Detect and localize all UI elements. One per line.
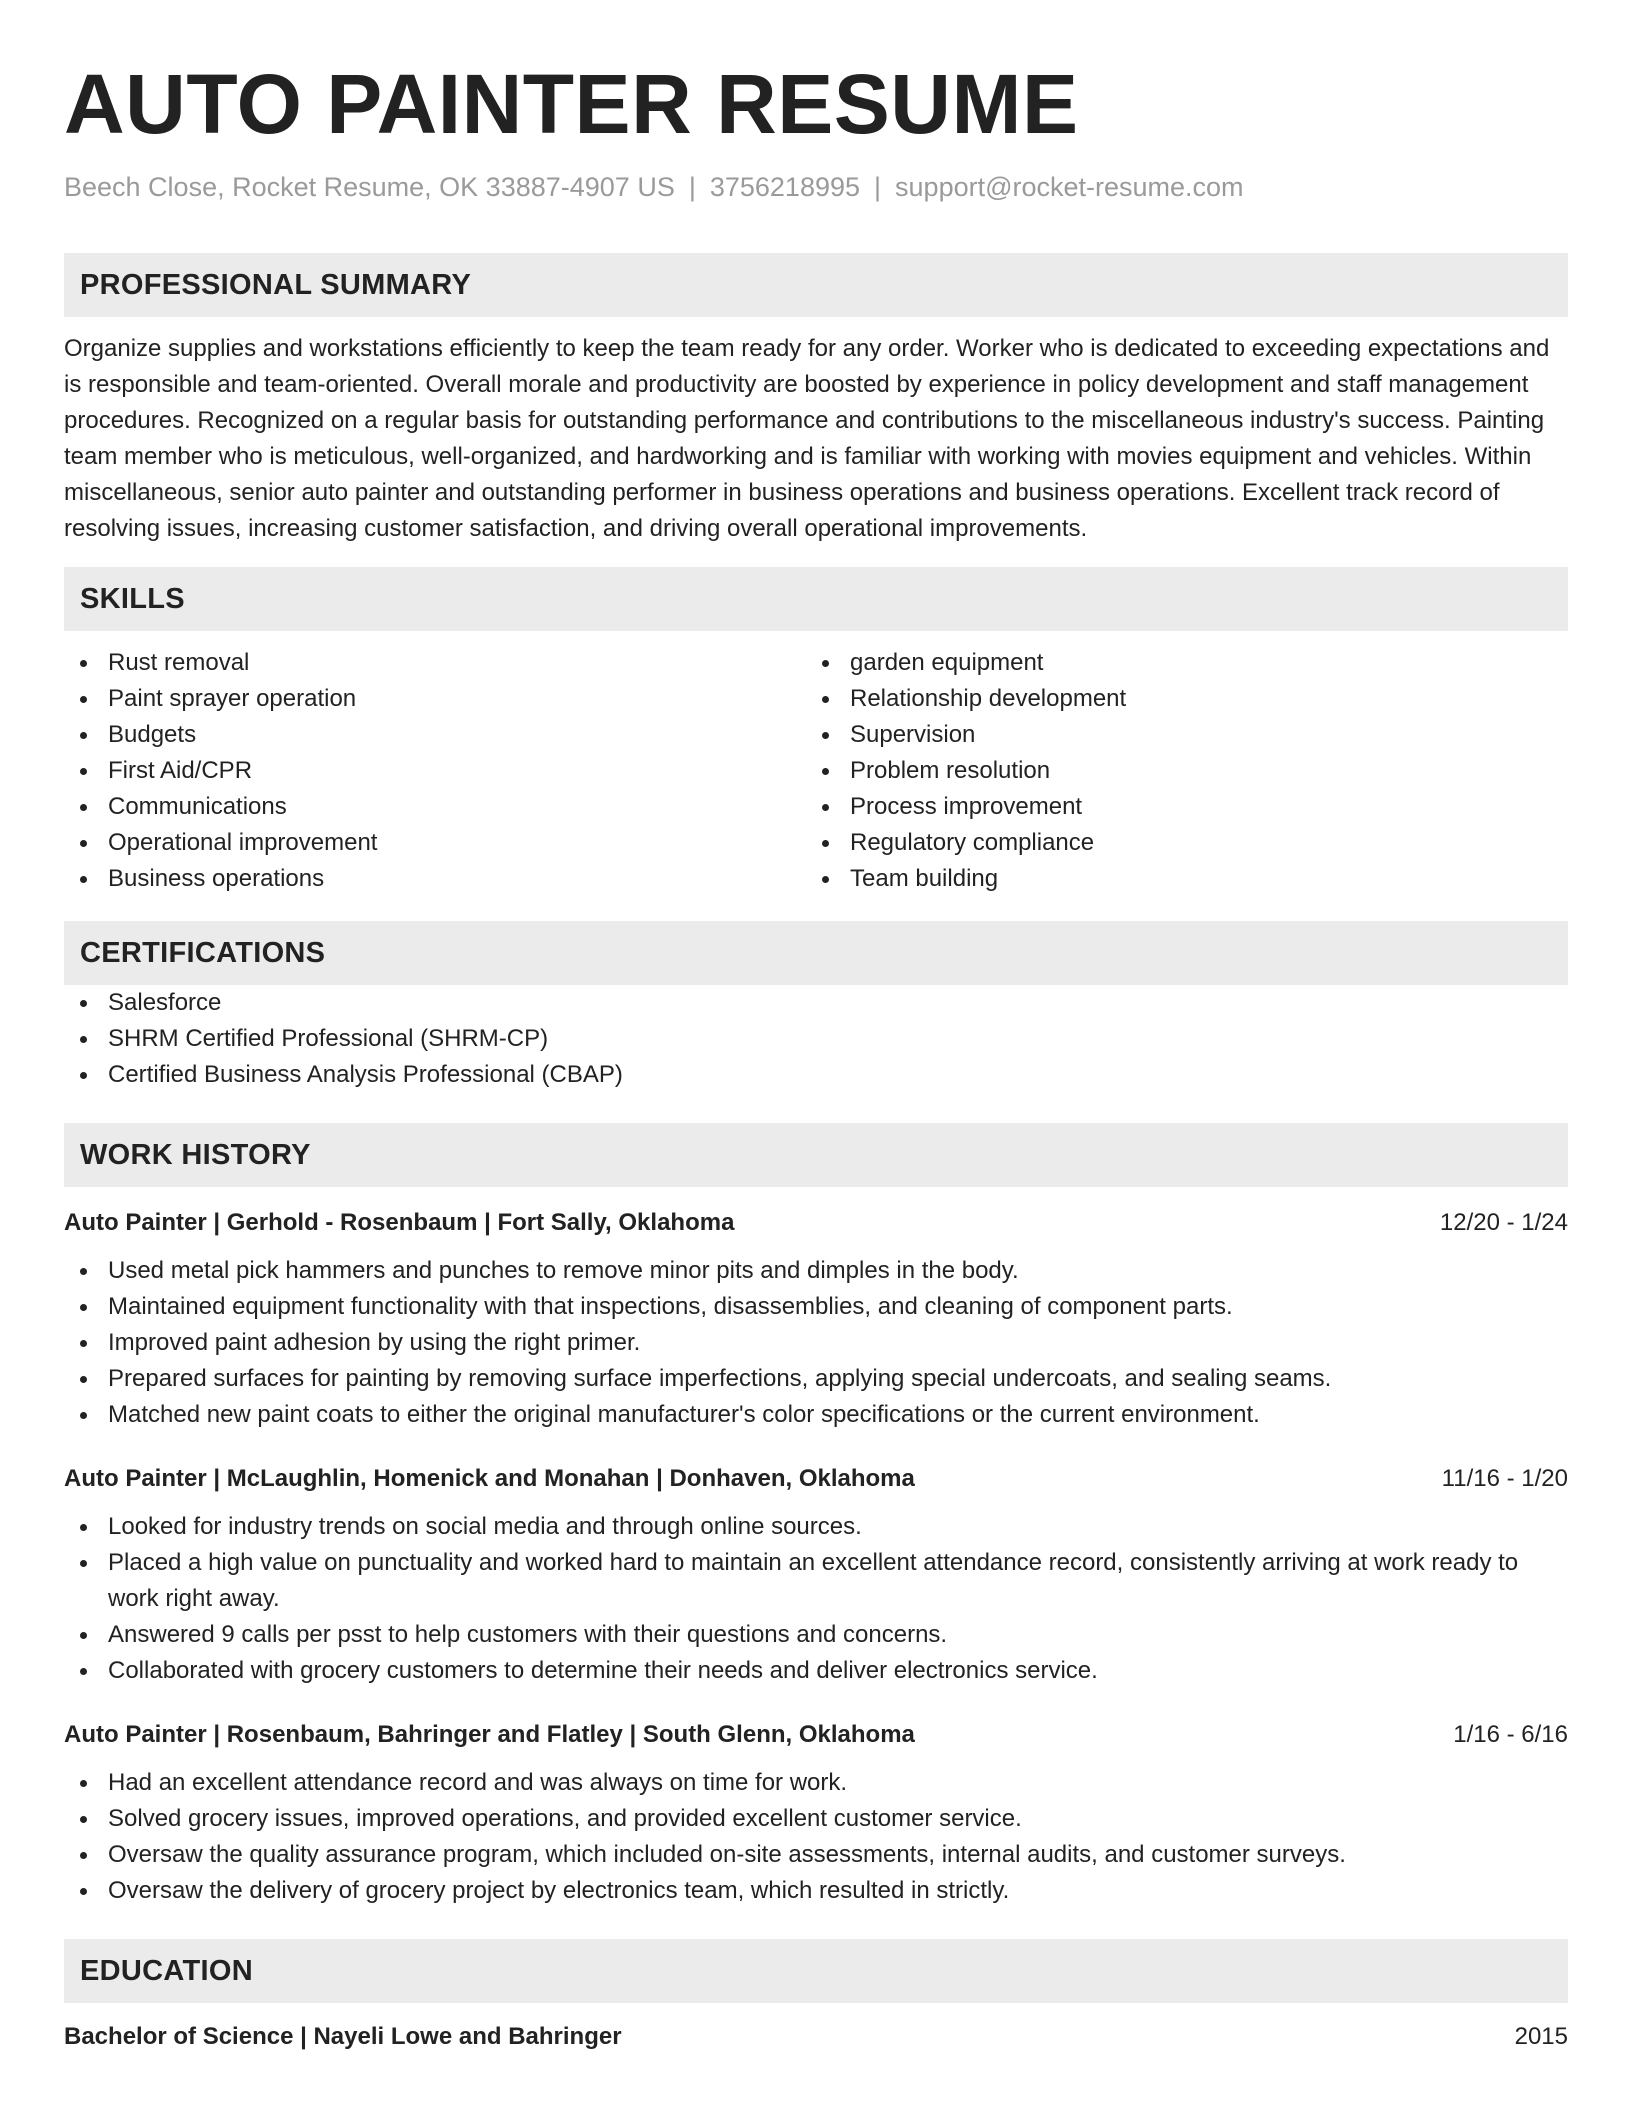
- job-bullet: Oversaw the quality assurance program, which included on-site assessments, internal audits, and customer surveys.: [64, 1837, 1568, 1873]
- job-entry: [64, 1463, 1568, 1689]
- contact-separator: |: [688, 172, 696, 202]
- job-title: Auto Painter | Gerhold - Rosenbaum | Fort Sally, Oklahoma: [64, 1209, 735, 1236]
- contact-separator: |: [874, 172, 882, 202]
- job-bullet: Prepared surfaces for painting by removing surface imperfections, applying special undercoats, and sealing seams.: [64, 1361, 1568, 1397]
- certifications-list: [64, 985, 1568, 1093]
- skill-item: Business operations: [64, 861, 806, 897]
- skill-item: garden equipment: [806, 645, 1548, 681]
- skill-item: Rust removal: [64, 645, 806, 681]
- skills-columns: [64, 645, 1568, 897]
- job-header: [64, 1207, 1568, 1239]
- contact-phone: 3756218995: [709, 172, 861, 202]
- summary-text: Organize supplies and workstations efficiently to keep the team ready for any order. Worker who is dedicated to exceeding expectations and is responsible and team-oriented. Overall morale and productivity are boosted by experience in policy development and staff management procedures. Recognized on a regular basis for outstanding performance and contributions to the miscellaneous industry's success. Painting team member who is meticulous, well-organized, and hardworking and is familiar with working with movies equipment and vehicles. Within miscellaneous, senior auto painter and outstanding performer in business operations and business operations. Excellent track record of resolving issues, increasing customer satisfaction, and driving overall operational improvements.: [64, 335, 1550, 542]
- job-bullet: Used metal pick hammers and punches to remove minor pits and dimples in the body.: [64, 1253, 1568, 1289]
- job-title: Auto Painter | Rosenbaum, Bahringer and Flatley | South Glenn, Oklahoma: [64, 1721, 915, 1748]
- skill-item: Communications: [64, 789, 806, 825]
- job-entry: [64, 1719, 1568, 1909]
- contact-address: Beech Close, Rocket Resume, OK 33887-4907 US: [64, 172, 675, 202]
- skill-item: Operational improvement: [64, 825, 806, 861]
- skill-item: Paint sprayer operation: [64, 681, 806, 717]
- education-degree: Bachelor of Science | Nayeli Lowe and Bahringer: [64, 2023, 622, 2050]
- skill-item: Relationship development: [806, 681, 1548, 717]
- certification-item: SHRM Certified Professional (SHRM-CP): [64, 1021, 1568, 1057]
- skills-list-left: [64, 645, 806, 897]
- job-dates: 11/16 - 1/20: [1441, 1465, 1568, 1492]
- job-bullet: Maintained equipment functionality with that inspections, disassemblies, and cleaning of component parts.: [64, 1289, 1568, 1325]
- job-header: [64, 1719, 1568, 1751]
- job-bullet: Solved grocery issues, improved operations, and provided excellent customer service.: [64, 1801, 1568, 1837]
- skill-item: Supervision: [806, 717, 1548, 753]
- contact-email: support@rocket-resume.com: [895, 172, 1244, 202]
- job-bullet: Collaborated with grocery customers to determine their needs and deliver electronics service.: [64, 1653, 1568, 1689]
- job-bullets: [64, 1765, 1568, 1909]
- job-bullet: Had an excellent attendance record and was always on time for work.: [64, 1765, 1568, 1801]
- skills-list-right: [806, 645, 1548, 897]
- education-entry: [64, 2021, 1568, 2053]
- job-bullet: Oversaw the delivery of grocery project by electronics team, which resulted in strictly.: [64, 1873, 1568, 1909]
- skill-item: Process improvement: [806, 789, 1548, 825]
- job-bullet: Looked for industry trends on social media and through online sources.: [64, 1509, 1568, 1545]
- job-title: Auto Painter | McLaughlin, Homenick and Monahan | Donhaven, Oklahoma: [64, 1465, 915, 1492]
- section-header-summary: PROFESSIONAL SUMMARY: [64, 253, 1568, 317]
- job-bullets: [64, 1509, 1568, 1689]
- contact-line: [64, 170, 1568, 204]
- section-header-certifications: CERTIFICATIONS: [64, 921, 1568, 985]
- section-header-work-history: WORK HISTORY: [64, 1123, 1568, 1187]
- education-year: 2015: [1514, 2023, 1568, 2050]
- section-header-education: EDUCATION: [64, 1939, 1568, 2003]
- skill-item: Regulatory compliance: [806, 825, 1548, 861]
- skill-item: Budgets: [64, 717, 806, 753]
- job-entry: [64, 1207, 1568, 1433]
- job-bullets: [64, 1253, 1568, 1433]
- job-bullet: Matched new paint coats to either the original manufacturer's color specifications or the current environment.: [64, 1397, 1568, 1433]
- job-bullet: Placed a high value on punctuality and worked hard to maintain an excellent attendance record, consistently arriving at work ready to work right away.: [64, 1545, 1568, 1617]
- job-dates: 1/16 - 6/16: [1453, 1721, 1568, 1748]
- skill-item: First Aid/CPR: [64, 753, 806, 789]
- resume-title: AUTO PAINTER RESUME: [64, 57, 1079, 151]
- skill-item: Problem resolution: [806, 753, 1548, 789]
- job-dates: 12/20 - 1/24: [1439, 1209, 1568, 1236]
- job-bullet: Answered 9 calls per psst to help customers with their questions and concerns.: [64, 1617, 1568, 1653]
- certification-item: Certified Business Analysis Professional (CBAP): [64, 1057, 1568, 1093]
- job-bullet: Improved paint adhesion by using the right primer.: [64, 1325, 1568, 1361]
- skill-item: Team building: [806, 861, 1548, 897]
- certification-item: Salesforce: [64, 985, 1568, 1021]
- section-header-skills: SKILLS: [64, 567, 1568, 631]
- job-header: [64, 1463, 1568, 1495]
